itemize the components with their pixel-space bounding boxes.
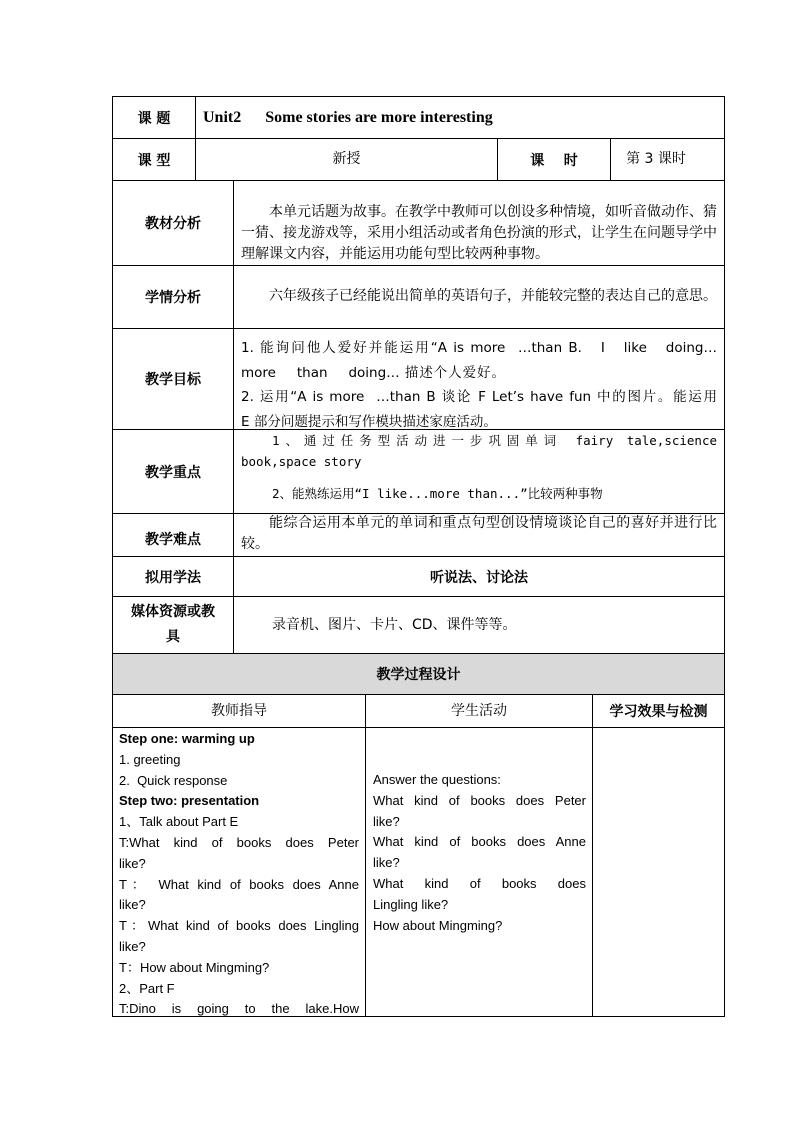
student-line: What kind of books does Anne bbox=[373, 834, 586, 850]
key-line-1b: book,space story bbox=[241, 454, 362, 469]
teacher-line: T:What kind of books does Peter bbox=[119, 834, 359, 850]
learner-text: 六年级孩子已经能说出简单的英语句子，并能较完整的表达自己的意思。 bbox=[269, 288, 717, 304]
teacher-line: T： What kind of books does Anne bbox=[119, 876, 359, 892]
period-value: 第 3 课时 bbox=[626, 151, 686, 167]
difficulty-label: 教学难点 bbox=[145, 532, 201, 548]
teacher-line: Step two: presentation bbox=[119, 793, 260, 809]
student-line: like? bbox=[373, 813, 400, 829]
goal-line-1a: 1. 能询问他人爱好并能运用“A is more …than B. I like doing… bbox=[241, 340, 717, 356]
method-label: 拟用学法 bbox=[145, 569, 201, 586]
key-label: 教学重点 bbox=[145, 464, 201, 481]
col-check-header: 学习效果与检测 bbox=[609, 704, 708, 720]
material-label: 教材分析 bbox=[145, 216, 201, 232]
teacher-line: 1. greeting bbox=[119, 751, 181, 767]
teacher-line: like? bbox=[119, 855, 146, 871]
goal-line-2b: E 部分问题提示和写作模块描述家庭活动。 bbox=[241, 413, 497, 430]
media-label-line1: 媒体资源或教 bbox=[131, 604, 215, 620]
process-title: 教学过程设计 bbox=[376, 667, 461, 683]
goal-line-1b: more than doing… 描述个人爱好。 bbox=[241, 364, 505, 381]
type-value: 新授 bbox=[332, 151, 361, 167]
student-line: like? bbox=[373, 855, 400, 871]
student-line: How about Mingming? bbox=[373, 917, 503, 933]
col-student-header: 学生活动 bbox=[451, 702, 507, 719]
col-teacher-header: 教师指导 bbox=[211, 702, 267, 719]
teacher-line: T：How about Mingming? bbox=[119, 959, 270, 975]
student-line: Answer the questions: bbox=[373, 772, 501, 787]
teacher-line: 2. Quick response bbox=[119, 772, 228, 788]
goal-label: 教学目标 bbox=[145, 372, 201, 388]
student-line: What kind of books does bbox=[373, 875, 586, 891]
student-activity-column bbox=[373, 770, 586, 936]
teacher-line: like? bbox=[119, 897, 146, 913]
material-text: 本单元话题为故事。在教学中教师可以创设多种情境，如听音做动作、猜一猜、接龙游戏等，采用小组活动或者角色扮演的形式，让学生在问题导学中理解课文内容，并能运用功能句型比较两种事物。 bbox=[241, 204, 717, 262]
teacher-line: 1、Talk about Part E bbox=[119, 814, 239, 830]
key-line-2: 2、能熟练运用“I like...more than...”比较两种事物 bbox=[272, 486, 603, 501]
student-line: Lingling like? bbox=[373, 896, 449, 912]
key-line-1a: 1、通过任务型活动进一步巩固单词 fairy tale,science bbox=[272, 433, 717, 448]
teacher-line: Step one: warming up bbox=[119, 731, 255, 746]
teacher-line: T:Dino is going to the lake.How bbox=[119, 1001, 359, 1017]
difficulty-text: 能综合运用本单元的单词和重点句型创设情境谈论自己的喜好并进行比较。 bbox=[241, 515, 717, 552]
teacher-line: T：What kind of books does Lingling bbox=[119, 918, 359, 934]
goal-line-2a: 2. 运用“A is more …than B 谈论 F Let’s have fun 中的图片。能运用 bbox=[241, 389, 717, 405]
type-label: 课 型 bbox=[137, 152, 171, 169]
media-label-line2: 具 bbox=[166, 629, 180, 645]
goal-text bbox=[241, 336, 717, 434]
period-label: 课 时 bbox=[530, 152, 578, 169]
check-column bbox=[593, 728, 724, 1016]
media-value: 录音机、图片、卡片、CD、课件等等。 bbox=[272, 616, 517, 633]
teacher-guidance-column bbox=[119, 729, 359, 1020]
student-line: What kind of books does Peter bbox=[373, 792, 586, 808]
method-value: 听说法、讨论法 bbox=[430, 569, 528, 586]
topic-value: Unit2 Some stories are more interesting bbox=[203, 108, 493, 126]
topic-label: 课 题 bbox=[137, 110, 171, 127]
teacher-line: like? bbox=[119, 938, 146, 954]
media-label bbox=[113, 600, 233, 650]
learner-label: 学情分析 bbox=[145, 290, 201, 306]
teacher-line: 2、Part F bbox=[119, 980, 175, 996]
